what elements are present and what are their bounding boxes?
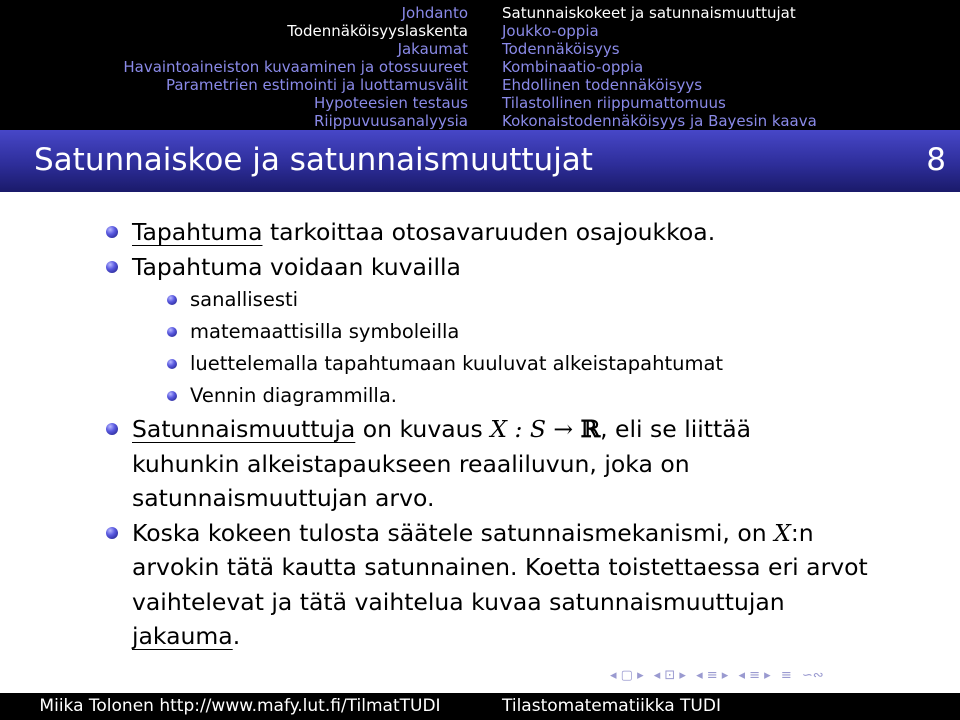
bullet-text: on kuvaus: [355, 415, 491, 443]
subbullet: [0, 316, 960, 348]
slide-content: [0, 215, 960, 654]
top-navigation-bar: [0, 0, 960, 130]
section-navigation: [0, 4, 480, 130]
nav-section-riippuvuusanalyysia[interactable]: Riippuvuusanalyysia: [314, 112, 468, 130]
footer-course-wrap: [480, 693, 960, 720]
math-mapping: X : S →: [490, 415, 581, 443]
subbullet-text: luettelemalla tapahtumaan kuuluvat alkeistapahtumat: [190, 352, 724, 375]
appendix-nav-icon[interactable]: ≡: [780, 668, 792, 683]
section-nav-icon[interactable]: ◂ ≡ ▸: [696, 668, 729, 683]
bullet-text: kuhunkin alkeistapaukseen reaaliluvun, joka on: [132, 449, 690, 478]
bullet-icon: [106, 226, 118, 238]
term-tapahtuma: Tapahtuma: [132, 218, 263, 246]
bullet-icon: [106, 527, 118, 539]
nav-subsection-satunnaiskokeet[interactable]: Satunnaiskokeet ja satunnaismuuttujat: [502, 4, 796, 22]
bullet-text: .: [232, 622, 241, 650]
term-satunnaismuuttuja: Satunnaismuuttuja: [132, 415, 356, 443]
nav-subsection-bayes[interactable]: Kokonaistodennäköisyys ja Bayesin kaava: [502, 112, 817, 130]
math-reals: ℝ: [580, 415, 601, 443]
subbullet-icon: [167, 295, 177, 305]
nav-section-johdanto[interactable]: Johdanto: [401, 4, 468, 22]
beamer-navigation-symbols: [610, 668, 960, 690]
subbullet-icon: [167, 327, 177, 337]
nav-subsection-joukko-oppia[interactable]: Joukko-oppia: [502, 22, 599, 40]
frame-title: Satunnaiskoe ja satunnaismuuttujat: [34, 142, 593, 178]
bullet-satunnaismuuttuja-definition: [0, 412, 960, 516]
frame-nav-icon[interactable]: ◂ ▢ ▸: [610, 668, 644, 683]
subbullet: [0, 348, 960, 380]
subbullet-text: sanallisesti: [190, 288, 299, 311]
math-x: X: [774, 518, 791, 547]
nav-section-havaintoaineisto[interactable]: Havaintoaineiston kuvaaminen ja otossuureet: [123, 58, 468, 76]
subbullet-icon: [167, 359, 177, 369]
bullet-text: satunnaismuuttujan arvo.: [132, 484, 435, 512]
bullet-text: arvokin tätä kautta satunnainen. Koetta toistettaessa eri arvot: [132, 553, 868, 581]
bullet-text: :n: [790, 518, 814, 547]
frame-number: 8: [926, 142, 946, 178]
bullet-icon: [106, 261, 118, 273]
nav-section-jakaumat[interactable]: Jakaumat: [397, 40, 468, 58]
bullet-text: Koska kokeen tulosta säätele satunnaismekanismi, on: [132, 518, 775, 547]
nav-section-todennakoisyyslaskenta[interactable]: Todennäköisyyslaskenta: [287, 22, 468, 40]
footer-bar: [0, 693, 960, 720]
bullet-icon: [106, 423, 118, 435]
bullet-satunnaisuus: [0, 516, 960, 654]
subbullet: [0, 284, 960, 316]
bullet-text: tarkoittaa otosavaruuden osajoukkoa.: [262, 218, 716, 246]
frame-title-bar: [0, 130, 960, 192]
subsection-list-nav-icon[interactable]: ◂ ≡ ▸: [738, 668, 771, 683]
bullet-tapahtuma-kuvailla: [0, 250, 960, 285]
nav-subsection-riippumattomuus[interactable]: Tilastollinen riippumattomuus: [502, 94, 726, 112]
subbullet-text: Vennin diagrammilla.: [190, 384, 397, 407]
footer-course: Tilastomatematiikka TUDI: [502, 696, 721, 716]
nav-subsection-kombinaatio-oppia[interactable]: Kombinaatio-oppia: [502, 58, 644, 76]
subbullet-icon: [167, 391, 177, 401]
bullet-text: , eli se liittää: [600, 415, 752, 443]
term-jakauma: jakauma: [132, 622, 233, 650]
subsection-navigation: [480, 4, 960, 130]
nav-section-hypoteesien-testaus[interactable]: Hypoteesien testaus: [314, 94, 468, 112]
nav-section-parametrien-estimointi[interactable]: Parametrien estimointi ja luottamusvälit: [165, 76, 468, 94]
bullet-text: Tapahtuma voidaan kuvailla: [132, 252, 461, 281]
search-nav-icon[interactable]: ∽∾: [801, 668, 824, 683]
bullet-tapahtuma-definition: [0, 215, 960, 250]
subbullet-text: matemaattisilla symboleilla: [190, 320, 460, 343]
nav-subsection-ehdollinen[interactable]: Ehdollinen todennäköisyys: [502, 76, 703, 94]
subbullet: [0, 380, 960, 412]
bullet-text: vaihtelevat ja tätä vaihtelua kuvaa satunnaismuuttujan: [132, 587, 785, 616]
subsection-nav-icon[interactable]: ◂ ⊡ ▸: [653, 668, 686, 683]
nav-subsection-todennakoisyys[interactable]: Todennäköisyys: [502, 40, 620, 58]
footer-author: Miika Tolonen http://www.mafy.lut.fi/TilmatTUDI: [39, 696, 441, 716]
